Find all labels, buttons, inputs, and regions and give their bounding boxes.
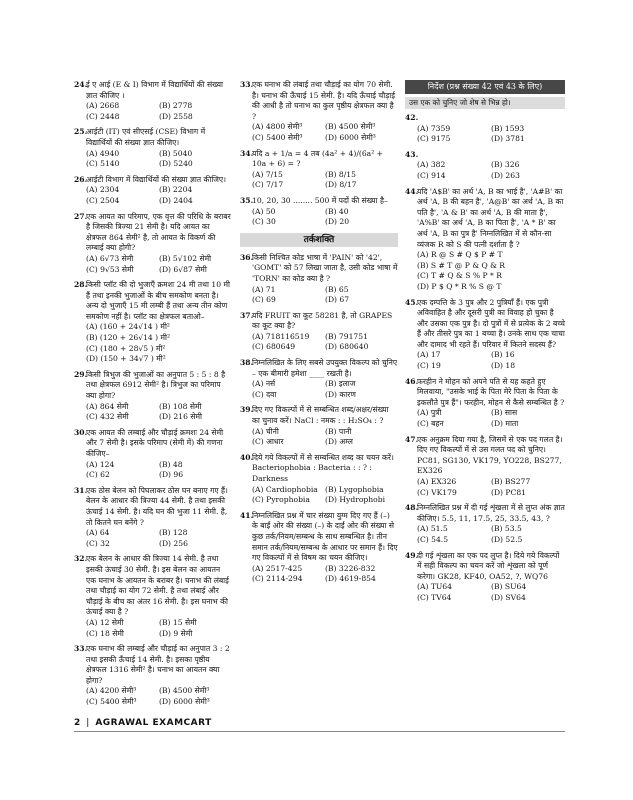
answer-option: (D) 4619-854 [325, 574, 376, 584]
question-item [240, 253, 398, 306]
answer-option: (D) 67 [325, 295, 350, 305]
answer-option: (A) 7/15 [252, 169, 283, 179]
answer-option: (D) 20 [325, 217, 350, 227]
answer-option: (D) 680640 [325, 342, 369, 352]
answer-option: (C) 9√53 सेमी [86, 264, 134, 274]
question-text: एक बेलन के आधार की त्रिज्या 14 सेमी. है तथा इसकी ऊंचाई 30 सेमी. है। इस बेलन का आयतन एक घनाभ के आयतन के बराबर है। घनाभ की लंबाई तथा चौड़ाई का योग 72 सेमी. है तथा लंबाई और चौड़ाई के बीच का अंतर 16 सेमी. है। इस घनाभ की ऊंचाई क्या है ? [86, 554, 229, 617]
answer-option: (C) 2114-294 [252, 574, 303, 584]
answer-option: (C) (180 + 28√5 ) मी² [86, 343, 166, 353]
question-number: 46. [405, 376, 419, 386]
question-head [240, 149, 398, 170]
answer-option: (A) नर्स [252, 379, 276, 389]
question-number: 36. [240, 252, 254, 262]
options-grid [252, 207, 398, 228]
question-item [240, 149, 398, 191]
answer-option: (B) 5040 [159, 148, 193, 158]
answer-option: (C) 680649 [252, 342, 296, 352]
question-text: ई ए आई (E & I) विभाग में विद्यार्थियों की संख्या ज्ञात कीजिए । [86, 80, 223, 100]
question-number: 27. [74, 211, 88, 221]
question-number: 43. [405, 149, 419, 159]
question-text: आईटी (IT) एवं सीएसई (CSE) विभाग में विद्यार्थियों की संख्या ज्ञात कीजिए। [86, 127, 206, 147]
answer-option: (B) 3226-832 [325, 563, 376, 573]
question-number: 24. [74, 80, 88, 89]
page-number: 2 [74, 718, 81, 728]
options-grid [86, 149, 232, 170]
question-item [74, 370, 232, 423]
answer-option: (C) 54.5 [417, 534, 449, 544]
question-text: किसी त्रिभुज की भुजाओं का अनुपात 5 : 5 : 8 है तथा क्षेत्रफल 6912 सेमी² है। त्रिभुज का परिमाप क्या होगा? [86, 369, 226, 401]
options-grid [417, 124, 565, 145]
answer-option: (D) कारण [325, 389, 356, 399]
question-item [405, 187, 565, 293]
answer-option: (D) 9 सेमी [159, 628, 193, 638]
options-grid [252, 427, 398, 448]
options-grid [417, 408, 565, 429]
question-item [240, 311, 398, 353]
answer-option: (D) अम्ल [325, 437, 353, 447]
directions-questions [405, 113, 565, 604]
question-item [405, 377, 565, 430]
answer-option: (C) आधार [252, 437, 284, 447]
question-item [405, 551, 565, 604]
question-text: 10, 20, 30 ........ 500 में पदों की संख्या है– [252, 195, 388, 205]
question-number: 37. [240, 310, 254, 320]
answer-option: (C) VK179 [417, 487, 457, 497]
question-text: दिए गए विकल्पों में से सम्बन्धित शब्द/अक्षर/संख्या का चुनाव करें। NaCl : नमक : : H₂SO₄ : ? [252, 405, 389, 426]
answer-option: (A) 864 सेमी [86, 401, 129, 411]
answer-option: (C) 62 [86, 470, 110, 480]
question-head [74, 127, 232, 148]
options-grid [252, 379, 398, 400]
answer-option: (D) 2404 [159, 195, 193, 205]
directions-instruction: उस एक को चुनिए जो शेष से भिन्न हो। [405, 97, 565, 109]
answer-option: (C) 30 [252, 217, 276, 227]
question-item [74, 212, 232, 276]
options-grid [252, 332, 398, 353]
answer-option: (C) 5140 [86, 159, 120, 169]
question-text: यदि a + 1/a = 4 तब (4a² + 4)/(6a² + 10a + 6) = ? [252, 148, 384, 169]
column-left [74, 80, 232, 713]
answer-option: (C) TV64 [417, 592, 452, 602]
answer-option: (B) BS277 [491, 477, 531, 486]
question-head [74, 644, 232, 686]
answer-option: (B) Lygophobia [325, 484, 384, 494]
question-text: दी गई शृंखला का एक पद लुप्त है। दिये गये विकल्पों में सही विकल्प का चयन करें जो शृंखला को पूर्ण करेगा। GK28, KF40, OA52, ?, WQ76 [417, 550, 560, 581]
question-head [405, 503, 565, 524]
section-heading-reasoning: तर्कशक्ति [240, 233, 398, 247]
question-head [74, 80, 232, 101]
question-text: निम्नलिखित प्रश्न में चार संख्या युग्म दिए गए हैं (–) के बाईं ओर की संख्या (–) के दाईं ओर की संख्या से कुछ तर्क/नियम/सम्बन्ध के साथ सम्बन्धित है। तीन समान तर्क/नियम/सम्बन्ध के आधार पर समान हैं। दिए गए विकल्पों में से विषम का चयन कीजिए। [252, 510, 398, 563]
options-grid [417, 524, 565, 545]
answer-option: (A) 12 सेमी [86, 617, 124, 627]
answer-option: (B) पानी [325, 426, 352, 436]
options-grid [252, 564, 398, 585]
question-head [240, 80, 398, 122]
answer-option: (C) T # Q & S % P * R [417, 271, 502, 281]
question-head [74, 486, 232, 528]
answer-option: (D) 5240 [159, 159, 193, 169]
answer-option: (B) 2204 [159, 185, 193, 195]
question-item [240, 358, 398, 400]
answer-option: (B) इलाज [325, 379, 356, 389]
answer-option: (D) SV64 [491, 592, 526, 602]
answer-option: (B) 8/15 [325, 169, 356, 179]
answer-option: (D) 2558 [159, 111, 193, 121]
question-number: 29. [74, 369, 88, 379]
answer-option: (D) P $ Q * R % S @ T [417, 281, 502, 291]
options-grid [252, 170, 398, 191]
answer-option: (B) 65 [325, 284, 349, 294]
question-head [74, 370, 232, 402]
answer-option: (C) 19 [417, 361, 441, 371]
options-grid [252, 122, 398, 143]
question-item [240, 453, 398, 506]
question-number: 31. [74, 485, 88, 495]
question-number: 30. [74, 427, 88, 437]
answer-option: (B) 791751 [325, 331, 368, 341]
question-item [240, 196, 398, 228]
answer-option: (B) S # T @ P & Q & R [417, 260, 506, 270]
options-grid [417, 160, 565, 181]
options-grid [417, 350, 565, 371]
question-head [74, 280, 232, 322]
answer-option: (C) 69 [252, 295, 276, 305]
options-grid [252, 285, 398, 306]
question-head [74, 554, 232, 618]
question-item [74, 175, 232, 207]
question-number: 47. [405, 434, 419, 444]
question-item [405, 435, 565, 499]
answer-option: (B) सास [491, 408, 518, 418]
question-text: एक आयत की लम्बाई और चौड़ाई क्रमशः 24 सेमी और 7 सेमी है। इसके परिमाप (सेमी में) की गणना कीजिए– [86, 427, 224, 458]
options-grid [417, 582, 565, 603]
question-head [405, 150, 565, 161]
question-text: फरहीन ने मोहन को अपने पति से यह कहते हुए मिलवाया, "उसके भाई के पिता मेरे पिता के पिता के इकलौते पुत्र हैं"। फरहीन, मोहन से कैसे सम्बन्धित है ? [417, 376, 565, 407]
question-text: किसी निश्चित कोड भाषा में 'PAIN' को '42', 'GOMT' को 57 लिखा जाता है, उसी कोड भाषा में 'TORN' का कोड क्या है ? [252, 252, 398, 283]
math-questions [240, 80, 398, 228]
answer-option: (C) 914 [417, 170, 446, 180]
answer-option: (D) Hydrophobi [325, 495, 386, 505]
answer-option: (B) 108 सेमी [159, 401, 202, 411]
reasoning-questions [240, 253, 398, 585]
question-number: 33. [240, 80, 254, 89]
answer-option: (A) EX326 [417, 477, 457, 486]
options-grid [86, 101, 232, 122]
question-item [74, 280, 232, 365]
answer-option: (B) 1593 [491, 123, 525, 133]
answer-option: (A) पुत्री [417, 408, 442, 418]
question-head [405, 551, 565, 583]
options-grid [86, 460, 232, 481]
question-number: 32. [74, 554, 88, 564]
question-head [240, 196, 398, 207]
question-head [240, 253, 398, 285]
question-head [405, 435, 565, 477]
answer-option: (B) 4500 सेमी³ [325, 122, 376, 132]
answer-option: (D) 6000 सेमी³ [325, 132, 376, 142]
answer-option: (A) 4200 सेमी³ [86, 686, 137, 696]
answer-option: (A) 2304 [86, 185, 120, 195]
question-text: निम्नलिखित प्रश्न में दी गई शृंखला में से लुप्त अंक ज्ञात कीजिए। 5.5, 11, 17.5, 25, 33.5, 43, ? [417, 503, 565, 523]
answer-option: (A) 382 [417, 160, 446, 170]
question-head [240, 453, 398, 485]
question-text: यदि 'A$B' का अर्थ 'A, B का भाई है', 'A#B' का अर्थ 'A, B की बहन है', 'A@B' का अर्थ 'A, B का पति है', 'A & B' का अर्थ 'A, B की माता है', 'A%B' का अर्थ 'A, B का पिता है', 'A * B' का अर्थ 'A, B का पुत्र है' निम्नलिखित में से कौन-सा व्यंजक R को S की पत्नी दर्शाता है ? [417, 186, 564, 249]
answer-option: (B) 16 [491, 350, 515, 360]
answer-option: (A) 71 [252, 284, 276, 294]
question-item [74, 486, 232, 550]
answer-option: (A) 64 [86, 528, 110, 538]
answer-option: (C) 432 सेमी [86, 412, 129, 422]
answer-option: (D) 6√87 सेमी [159, 264, 207, 274]
question-item [240, 405, 398, 447]
question-item [74, 644, 232, 708]
question-text [417, 113, 565, 124]
question-text: एक घनाभ की लंबाई तथा चौड़ाई का योग 70 सेमी. है। घनाभ की ऊँचाई 15 सेमी. है। यदि ऊँचाई चौड़ाई की आधी है तो घनाभ का कुल पृष्ठीय क्षेत्रफल क्या है ? [252, 80, 395, 121]
question-number: 45. [405, 297, 419, 307]
answer-option: (D) 96 [159, 470, 184, 480]
answer-option: (C) दवा [252, 389, 277, 399]
answer-option: (A) 4940 [86, 148, 120, 158]
question-item [405, 298, 565, 372]
question-number: 42. [405, 113, 419, 122]
question-text: एक दम्पत्ति के 3 पुत्र और 2 पुत्रियाँ हैं। एक पुत्री अविवाहित है और दूसरी पुत्री का विवाह हो चुका है और उसका एक पुत्र है। दो पुत्रों में से प्रत्येक के 2 बच्चे हैं और तीसरे पुत्र का 1 बच्चा है। उनके साथ एक चाचा और दामाद भी रहते हैं। परिवार में कितने सदस्य हैं? [417, 297, 565, 349]
question-text: एक ठोस बेलन को पिघलाकर ठोस घन बनाए गए हैं। बेलन के आधार की त्रिज्या 44 सेमी. है तथा इसकी ऊंचाई 14 सेमी. है। यदि घन की भुजा 11 सेमी. है, तो कितने घन बनेंगे ? [86, 485, 228, 527]
options-grid [86, 185, 232, 206]
answer-option: (C) 32 [86, 538, 110, 548]
answer-option: (B) 128 [159, 528, 188, 538]
question-item [405, 113, 565, 145]
answer-option: (D) 263 [491, 170, 520, 180]
question-text: किसी प्लॉट की दो भुजाएँ क्रमशः 24 मी तथा 10 मी हैं तथा इनकी भुजाओं के बीच समकोण बनता है। अन्य दो भुजाएँ 15 मी लम्बी हैं तथा अन्य तीन कोण समकोण नहीं है। प्लॉट का क्षेत्रफल बताओ– [86, 280, 230, 321]
question-number: 28. [74, 280, 88, 290]
question-text: दिये गये विकल्पों में से सम्बन्धित शब्द का चयन करें। Bacteriophobia : Bacteria : : ? : Darkness [252, 452, 394, 483]
question-head [405, 377, 565, 409]
answer-option: (C) 7/17 [252, 180, 284, 190]
question-number: 49. [405, 550, 419, 560]
question-item [240, 80, 398, 144]
question-head [74, 175, 232, 186]
question-text: आईटी विभाग में विद्यार्थियों की संख्या ज्ञात कीजिए। [86, 174, 227, 184]
question-number: 34. [240, 148, 254, 158]
question-head [74, 428, 232, 460]
answer-option: (C) 18 सेमी [86, 628, 124, 638]
question-number: 39. [240, 405, 254, 415]
question-head [74, 212, 232, 254]
answer-option: (D) 216 सेमी [159, 412, 202, 422]
answer-option: (C) 5400 सेमी³ [86, 697, 137, 707]
question-text: एक अनुक्रम दिया गया है, जिसमें से एक पद गलत है। दिए गए विकल्पों में से उस गलत पद को चुनिए। PC81, SG130, VK179, YO228, BS277, EX326 [417, 434, 563, 476]
question-item [240, 511, 398, 585]
options-grid [417, 250, 565, 292]
answer-option: (B) 53.5 [491, 524, 522, 534]
answer-option: (B) 2778 [159, 101, 193, 111]
answer-option: (A) 4800 सेमी³ [252, 122, 303, 132]
question-number: 41. [240, 510, 254, 520]
answer-option: (B) SU64 [491, 582, 527, 592]
answer-option: (A) R @ S # Q $ P # T [417, 250, 503, 260]
answer-option: (A) 7359 [417, 123, 451, 133]
answer-option: (B) 4500 सेमी³ [159, 686, 210, 696]
question-text: निम्नलिखित के लिए सबसे उपयुक्त विकल्प को चुनिए – एक बीमारी हमेशा ____ रखती है। [252, 358, 398, 378]
options-grid [252, 485, 398, 506]
answer-option: (D) 8/17 [325, 180, 357, 190]
answer-option: (C) Pyrophobia [252, 495, 310, 505]
answer-option: (C) 2448 [86, 111, 120, 121]
directions-heading: निर्देश (प्रश्न संख्या 42 एवं 43 के लिए) [405, 80, 565, 94]
question-item [74, 127, 232, 169]
answer-option: (B) 15 सेमी [159, 617, 197, 627]
question-text: एक आयत का परिमाप, एक वृत्त की परिधि के बराबर है जिसकी त्रिज्या 21 सेमी है। यदि आयत का क्षेत्रफल 864 सेमी² है, तो आयत के विकर्ण की लम्बाई क्या होगी? [86, 211, 231, 253]
answer-option: (D) 256 [159, 538, 188, 548]
question-text: यदि FRUIT का कूट 58281 है, तो GRAPES का कूट क्या है? [252, 310, 393, 331]
answer-option: (A) (160 + 24√14 ) मी² [86, 322, 170, 332]
question-number: 38. [240, 358, 254, 368]
answer-option: (B) (120 + 26√14 ) मी² [86, 333, 171, 343]
question-number: 35. [240, 195, 254, 205]
footer-rule [74, 731, 565, 732]
answer-option: (A) 6√73 सेमी [86, 253, 134, 263]
question-head [240, 405, 398, 426]
question-item [405, 503, 565, 545]
answer-option: (A) चीनी [252, 426, 279, 436]
answer-option: (D) PC81 [491, 487, 527, 497]
answer-option: (D) 6000 सेमी³ [159, 697, 210, 707]
answer-option: (A) 2517-425 [252, 563, 303, 573]
answer-option: (C) 9175 [417, 134, 451, 144]
footer-separator: | [86, 718, 90, 728]
options-grid [417, 477, 565, 498]
answer-option: (D) 18 [491, 361, 516, 371]
answer-option: (C) 2504 [86, 195, 120, 205]
question-number: 48. [405, 503, 419, 513]
column-middle [240, 80, 398, 590]
question-item [74, 80, 232, 122]
answer-option: (B) 326 [491, 160, 520, 170]
answer-option: (D) 52.5 [491, 534, 523, 544]
question-head [240, 358, 398, 379]
options-grid [86, 618, 232, 639]
question-head [405, 298, 565, 351]
question-item [405, 150, 565, 182]
answer-option: (B) 48 [159, 459, 183, 469]
question-number: 44. [405, 186, 419, 196]
question-head [240, 511, 398, 564]
answer-option: (D) 3781 [491, 134, 525, 144]
question-number: 26. [74, 174, 88, 184]
answer-option: (A) 51.5 [417, 524, 448, 534]
answer-option: (C) 5400 सेमी³ [252, 132, 303, 142]
options-grid [86, 402, 232, 423]
answer-option: (A) Cardiophobia [252, 484, 318, 494]
answer-option: (A) 17 [417, 350, 441, 360]
answer-option: (A) 50 [252, 206, 276, 216]
page-footer [74, 718, 212, 728]
question-head [240, 311, 398, 332]
brand-name: AGRAWAL EXAMCART [95, 718, 212, 728]
answer-option: (C) बहन [417, 419, 444, 429]
answer-option: (A) 124 [86, 459, 115, 469]
question-text [417, 150, 565, 161]
answer-option: (A) 718116519 [252, 331, 310, 341]
answer-option: (B) 5√102 सेमी [159, 253, 212, 263]
answer-option: (B) 40 [325, 206, 349, 216]
question-head [405, 113, 565, 124]
options-grid [86, 254, 232, 275]
column-right [405, 80, 565, 609]
question-number: 40. [240, 452, 254, 462]
question-text: एक घनाभ की लम्बाई और चौड़ाई का अनुपात 3 : 2 तथा इसकी ऊँचाई 14 सेमी. है। इसका पृष्ठीय क्षेत्रफल 1316 सेमी² है। घनाभ का आयतन क्या होगा? [86, 644, 230, 685]
question-head [405, 187, 565, 251]
answer-option: (A) 2668 [86, 101, 120, 111]
options-grid [86, 528, 232, 549]
question-item [74, 428, 232, 481]
question-number: 33. [74, 644, 88, 654]
answer-option: (D) माता [491, 419, 519, 429]
question-item [74, 554, 232, 639]
answer-option: (A) TU64 [417, 582, 452, 592]
options-grid [86, 686, 232, 707]
answer-option: (D) (150 + 34√7 ) मी² [86, 354, 166, 364]
options-grid [86, 322, 232, 364]
question-number: 25. [74, 127, 88, 137]
